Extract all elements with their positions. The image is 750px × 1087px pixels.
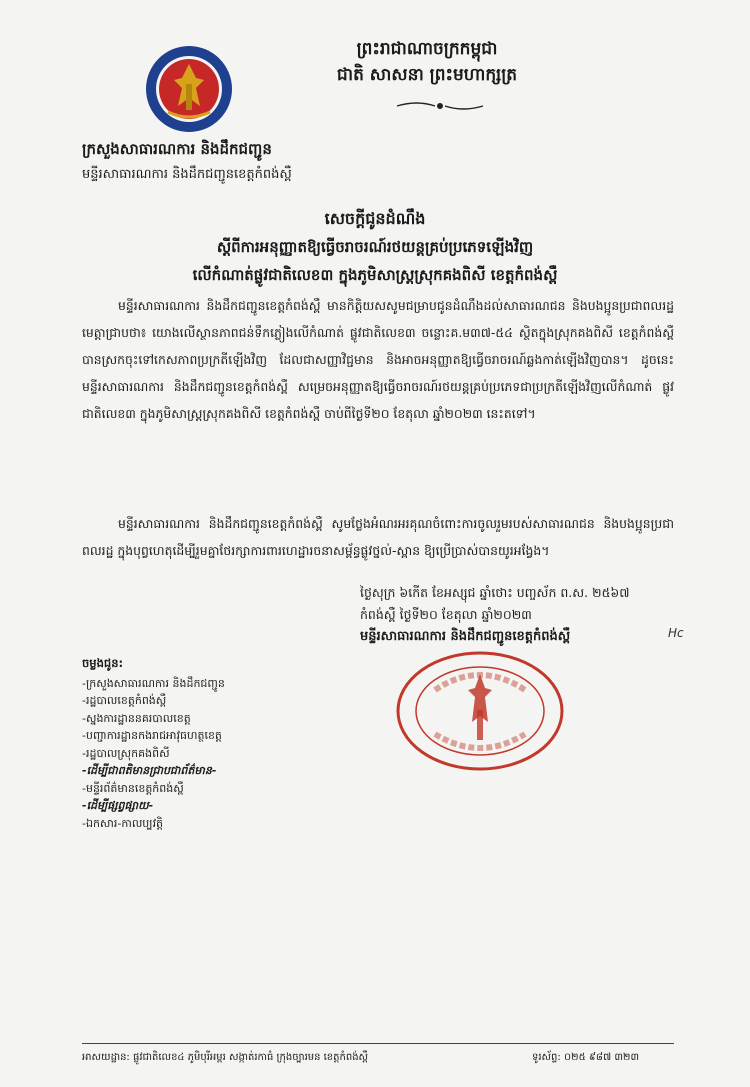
- notice-subject-line1: ស្តីពីការអនុញ្ញាតឱ្យធ្វើចរាចរណ៍រថយន្តគ្រប់ប្រភេទឡើងវិញ: [216, 238, 534, 256]
- copy-to-item: -ស្នងការដ្ឋាននគរបាលខេត្ត: [82, 711, 191, 725]
- notice-title: សេចក្តីជូនដំណឹង: [324, 209, 426, 228]
- national-motto: ជាតិ សាសនា ព្រះមហាក្សត្រ: [336, 65, 518, 85]
- copy-to-item: -រដ្ឋបាលខេត្តកំពង់ស្ពឺ: [82, 694, 167, 707]
- footer-address: អាសយដ្ឋាន: ផ្លូវជាតិលេខ៤ ភូមិបុរីអម្ពរ សង្កាត់រកាធំ ក្រុងច្បារមន ខេត្តកំពង់ស្ពឺ: [82, 1052, 369, 1063]
- handwritten-initial: Hc: [668, 626, 684, 640]
- footer-divider: [82, 1043, 674, 1044]
- kingdom-name: ព្រះរាជាណាចក្រកម្ពុជា: [356, 39, 498, 59]
- copy-to-item: -ដើម្បីផ្សព្វផ្សាយ-: [82, 799, 154, 812]
- signatory-title: មន្ទីរសាធារណការ និងដឹកជញ្ជូនខេត្តកំពង់ស្ពឺ: [360, 629, 571, 644]
- date-block: [360, 582, 630, 626]
- ministry-logo: [144, 44, 234, 134]
- copy-to-item: -បញ្ជាការដ្ឋានកងរាជអាវុធហត្ថខេត្ត: [82, 729, 222, 742]
- body-paragraph-2: មន្ទីរសាធារណការ និងដឹកជញ្ជូនខេត្តកំពង់ស្ពឺ សូមថ្លែងអំណរអរគុណចំពោះការចូលរួមរបស់សាធារណជន និងបងប្អូនប្រជាពលរដ្ឋ ក្នុងបុព្វហេតុដើម្បីរួមគ្នាថែរក្សាការពារហេដ្ឋារចនាសម្ព័ន្ធផ្លូវថ្នល់-ស្ពាន ឱ្យប្រើប្រាស់បានយូរអង្វែង។: [82, 516, 674, 558]
- copy-to-item: -មន្ទីរព័ត៌មានខេត្តកំពង់ស្ពឺ: [82, 781, 184, 795]
- copy-to-item: -ឯកសារ-កាលប្បវត្តិ: [82, 816, 164, 830]
- solar-date: កំពង់ស្ពឺ ថ្ងៃទី២០ ខែតុលា ឆ្នាំ២០២៣: [360, 607, 532, 622]
- kingdom-header: [262, 36, 592, 88]
- body-paragraph-1: មន្ទីរសាធារណការ និងដឹកជញ្ជូនខេត្តកំពង់ស្ពឺ មានកិត្តិយសសូមជម្រាបជូនដំណឹងដល់សាធារណជន និងបងប្អូនប្រជាពលរដ្ឋមេត្តាជ្រាបថា៖ យោងលើស្ថានភាពជន់ទឹកភ្លៀងលើកំណាត់ ផ្លូវជាតិលេខ៣ ចន្លោះគ.ម៣៧-៥៤ ស្ថិតក្នុងស្រុកគងពិសី ខេត្តកំពង់ស្ពឺ បានស្រកចុះទៅកេសភាពប្រក្រតីឡើងវិញ ដែលជាសញ្ញាវិជ្ជមាន និងអាចអនុញ្ញាតឱ្យធ្វើចរាចរណ៍ឆ្លងកាត់ឡើងវិញបាន។ ដូចនេះមន្ទីរសាធារណការ និងដឹកជញ្ជូនខេត្តកំពង់ស្ពឺ សម្រេចអនុញ្ញាតឱ្យធ្វើចរាចរណ៍រថយន្តគ្រប់ប្រភេទជាប្រក្រតីឡើងវិញលើកំណាត់ ផ្លូវជាតិលេខ៣ ក្នុងភូមិសាស្ត្រស្រុកគងពិសី ខេត្តកំពង់ស្ពឺ ចាប់ពីថ្ងៃទី២០ ខែតុលា ឆ្នាំ២០២៣ នេះតទៅ។: [82, 298, 674, 421]
- copy-to-item: -ក្រសួងសាធារណការ និងដឹកជញ្ជូន: [82, 676, 225, 690]
- copy-to-item: -ដើម្បីជាពតិមានជ្រាបជាព័ត៌មាន-: [82, 764, 217, 777]
- notice-titles: [90, 205, 660, 289]
- copy-to-item: -រដ្ឋបាលស្រុកគងពិសី: [82, 746, 170, 760]
- footer-phone: ទូរស័ព្ទ: ០២៥ ៩៨៧ ៣២៣: [532, 1052, 640, 1063]
- official-seal: [395, 650, 565, 772]
- ministry-name: ក្រសួងសាធារណការ និងដឹកជញ្ជូន: [82, 140, 272, 158]
- copy-to-list: [82, 655, 225, 832]
- copy-to-heading: ចម្លងជូន:: [82, 656, 124, 670]
- department-name: មន្ទីរសាធារណការ និងដឹកជញ្ជូនខេត្តកំពង់ស្ពឺ: [82, 167, 292, 182]
- ornament-divider: [395, 98, 485, 114]
- lunar-date: ថ្ងៃសុក្រ ៦កើត ខែអស្សុជ ឆ្នាំថោះ បញ្ចស័ក ព.ស. ២៥៦៧: [360, 585, 630, 600]
- notice-subject-line2: លើកំណាត់ផ្លូវជាតិលេខ៣ ក្នុងភូមិសាស្ត្រស្រុកគងពិសី ខេត្តកំពង់ស្ពឺ: [192, 266, 558, 284]
